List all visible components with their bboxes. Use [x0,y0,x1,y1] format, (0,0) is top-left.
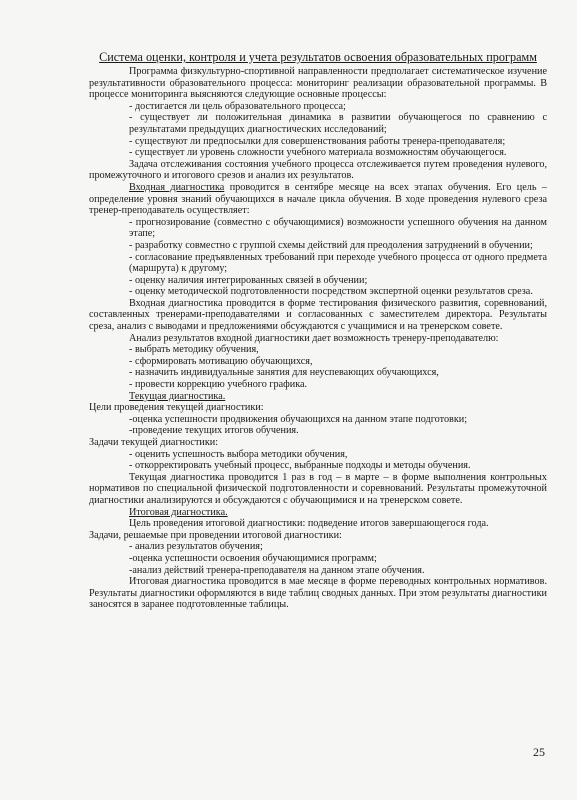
paragraph [89,66,547,101]
paragraph-text: -оценка успешности освоения обучающимися программ; [129,552,377,564]
paragraph-text: Цели проведения текущей диагностики: [89,402,264,414]
paragraph-text: - разработку совместно с группой схемы действий для преодоления затруднений в обучении; [129,239,533,251]
paragraph [89,344,547,356]
paragraph-text: - достигается ли цель образовательного процесса; [129,100,346,112]
paragraph [89,576,547,611]
paragraph [89,507,547,519]
paragraph [89,101,547,113]
paragraph-text: - оценить успешность выбора методики обучения, [129,448,348,460]
paragraph-text: - прогнозирование (совместно с обучающимися) возможности успешного обучения на данном этапе; [129,216,547,240]
section-heading: Итоговая диагностика. [129,506,228,518]
paragraph [89,472,547,507]
paragraph [89,147,547,159]
paragraph-text: Текущая диагностика проводится 1 раз в год – в марте – в форме выполнения контрольных нормативов по специальной физической подготовленности и соревнований. Результаты промежуточной диагностики анализируются и обсуждаются с обучающимися и на тренерском совете. [89,471,547,506]
paragraph-text: Цель проведения итоговой диагностики: подведение итогов завершающегося года. [129,518,489,530]
paragraph [89,182,547,217]
paragraph-text: - существуют ли предпосылки для совершенствования работы тренера-преподавателя; [129,135,506,147]
paragraph-text: Входная диагностика проводится в форме тестирования физического развития, соревнований, составленных тренерами-преподавателями и согласованных с заместителем директора. Результаты среза, анализ с выводами и предложениями обсуждаются с учащимися и на тренерском совете. [89,297,547,333]
paragraph [89,553,547,565]
paragraph [89,414,547,426]
paragraph-text: -анализ действий тренера-преподавателя на данном этапе обучения. [129,564,425,576]
paragraph-text: - оценку наличия интегрированных связей в обучении; [129,274,368,286]
paragraph-text: проводится в сентябре месяце на всех этапах обучения. Его цель – определение уровня знаний обучающихся в начале цикла обучения. В ходе проведения нулевого среза тренер-преподаватель осуществляет: [89,181,548,217]
paragraph [89,356,547,368]
paragraph [89,286,547,298]
paragraph-text: - согласование предъявленных требований при переходе учебного процесса от одного предмета (маршрута) к другому; [129,251,547,275]
paragraph-text: Задача отслеживания состояния учебного процесса отслеживается путем проведения нулевого, промежуточного и итогового срезов и анализ их результатов. [89,158,547,182]
paragraph [89,460,547,472]
paragraph [89,112,547,135]
paragraph [89,541,547,553]
paragraph-text: - существует ли уровень сложности учебного материала возможностям обучающегося. [129,147,507,159]
paragraph-text: - существует ли положительная динамика в развитии обучающегося по сравнению с результатами предыдущих диагностических исследований; [129,112,547,135]
paragraph-text: Задачи текущей диагностики: [89,437,219,448]
paragraph [89,565,547,577]
paragraph-text: - откорректировать учебный процесс, выбранные подходы и методы обучения. [129,460,471,472]
paragraph [89,240,547,252]
paragraph-text: - сформировать мотивацию обучающихся, [129,355,313,367]
paragraph [89,379,547,391]
paragraph-text: -оценка успешности продвижения обучающихся на данном этапе подготовки; [129,413,468,425]
paragraph [89,530,547,542]
paragraph [89,333,547,345]
paragraph [89,136,547,148]
paragraph-text: -проведение текущих итогов обучения. [129,425,299,437]
paragraph [89,217,547,240]
paragraph [89,437,547,449]
paragraph [89,402,547,414]
page-number: 25 [533,745,545,759]
document-title: Система оценки, контроля и учета результатов освоения образовательных программ [99,50,537,64]
paragraph [89,252,547,275]
paragraph [89,275,547,287]
paragraph-text: - назначить индивидуальные занятия для неуспевающих обучающихся, [129,367,439,379]
section-heading: Текущая диагностика. [129,390,226,402]
paragraph [89,425,547,437]
paragraph [89,298,547,333]
paragraph-text: Итоговая диагностика проводится в мае месяце в форме переводных контрольных нормативов. Результаты диагностики оформляются в виде таблиц сводных данных. При этом результаты диагностики заносятся в заранее подготовленные таблицы. [89,576,547,611]
paragraph [89,391,547,403]
paragraph-text: Программа физкультурно-спортивной направленности предполагает систематическое изучение результативности образовательного процесса: мониторинг реализации образовательной программы. В процессе мониторинга выясняются следующие основные процессы: [89,66,547,101]
paragraph-text: Задачи, решаемые при проведении итоговой диагностики: [89,529,342,541]
document-body [89,50,547,611]
paragraph [89,159,547,182]
paragraph [89,449,547,461]
paragraph-list [89,66,547,611]
paragraph [89,518,547,530]
paragraph-text: - выбрать методику обучения, [129,344,259,356]
paragraph [89,367,547,379]
paragraph-text: Анализ результатов входной диагностики дает возможность тренеру-преподавателю: [129,332,499,344]
section-heading: Входная диагностика [129,181,225,193]
paragraph-text: - оценку методической подготовленности посредством экспертной оценки результатов среза. [129,286,533,298]
paragraph-text: - анализ результатов обучения; [129,541,263,553]
paragraph-text: - провести коррекцию учебного графика. [129,379,308,391]
